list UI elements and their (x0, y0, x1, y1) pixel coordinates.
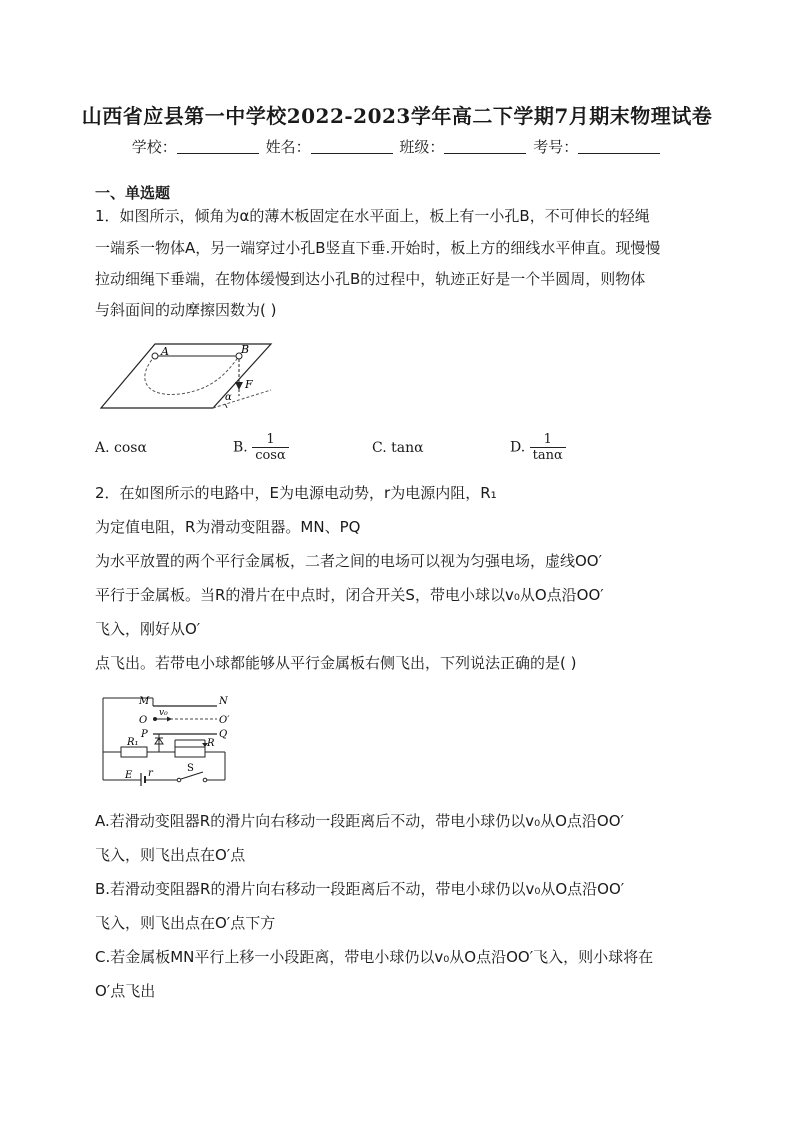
q2-label-s: S (187, 763, 194, 774)
q2-label-n: N (219, 696, 228, 707)
exam-title: 山西省应县第一中学校2022-2023学年高二下学期7月期末物理试卷 (81, 104, 713, 128)
q2-line-4: 平行于金属板。当R的滑片在中点时，闭合开关S，带电小球以v₀从O点沿OO′ (95, 586, 604, 604)
q1-label-b: B (241, 343, 250, 356)
q2-label-r1: R₁ (127, 737, 139, 748)
q2-label-q: Q (219, 729, 228, 740)
q2-line-6: 点飞出。若带电小球都能够从平行金属板右侧飞出，下列说法正确的是( ) (95, 654, 577, 672)
school-blank[interactable] (177, 139, 259, 154)
q2-label-o-prime: O′ (219, 715, 230, 726)
q2-line-3: 为水平放置的两个平行金属板，二者之间的电场可以视为匀强电场，虚线OO′ (95, 552, 603, 570)
number-blank[interactable] (578, 139, 660, 154)
q1-label-alpha: α (225, 392, 232, 403)
q1-option-b[interactable] (233, 432, 289, 463)
q2-label-r: R (207, 738, 215, 749)
q2-label-v0: v₀ (159, 708, 168, 718)
q1-option-b-numerator: 1 (252, 432, 289, 448)
name-blank[interactable] (311, 139, 393, 154)
q1-option-d-numerator: 1 (530, 432, 566, 448)
q2-label-e: E (125, 770, 133, 781)
q2-option-c-line-2[interactable]: O′点飞出 (95, 982, 156, 1000)
q1-option-b-fraction (252, 432, 289, 463)
q1-label-a: A (161, 345, 169, 358)
q1-option-a[interactable]: A. cosα (95, 440, 147, 456)
number-label: 考号： (533, 138, 579, 156)
q1-option-d-denominator: tanα (532, 448, 563, 463)
q2-label-o: O (139, 715, 148, 726)
q1-option-c[interactable]: C. tanα (372, 440, 424, 456)
name-label: 姓名： (265, 138, 311, 156)
q1-option-b-denominator: cosα (255, 448, 286, 463)
section-heading: 一、单选题 (95, 184, 171, 202)
q1-option-d-prefix: D. (510, 439, 526, 456)
q2-line-2: 为定值电阻，R为滑动变阻器。MN、PQ (95, 518, 361, 536)
q2-line-1: 2．在如图所示的电路中，E为电源电动势，r为电源内阻，R₁ (95, 484, 497, 502)
q2-line-5: 飞入，刚好从O′ (95, 620, 201, 638)
class-label: 班级： (399, 138, 445, 156)
q2-option-a-line-2[interactable]: 飞入，则飞出点在O′点 (95, 846, 246, 864)
student-info-row (0, 136, 794, 157)
q1-line-3: 拉动细绳下垂端，在物体缓慢到达小孔B的过程中，轨迹正好是一个半圆周，则物体 (95, 270, 646, 288)
class-blank[interactable] (444, 139, 526, 154)
q2-option-b-line-2[interactable]: 飞入，则飞出点在O′点下方 (95, 914, 276, 932)
q2-label-m: M (139, 696, 150, 707)
q1-line-4: 与斜面间的动摩擦因数为( ) (95, 301, 277, 319)
q2-option-a-line-1[interactable]: A.若滑动变阻器R的滑片向右移动一段距离后不动，带电小球仍以v₀从O点沿OO′ (95, 812, 624, 830)
q1-label-f: F (245, 378, 253, 391)
q1-option-d[interactable] (510, 432, 566, 463)
q1-incline-figure (95, 338, 275, 414)
school-label: 学校： (131, 138, 177, 156)
q1-line-1: 1．如图所示，倾角为α的薄木板固定在水平面上，板上有一小孔B，不可伸长的轻绳 (95, 207, 650, 225)
q2-label-p: P (141, 729, 148, 740)
q2-option-c-line-1[interactable]: C.若金属板MN平行上移一小段距离，带电小球仍以v₀从O点沿OO′飞入，则小球将在 (95, 948, 654, 966)
q2-label-internal-r: r (148, 768, 153, 779)
q2-circuit-figure (95, 694, 235, 786)
q1-option-d-fraction (530, 432, 566, 463)
q2-option-b-line-1[interactable]: B.若滑动变阻器R的滑片向右移动一段距离后不动，带电小球仍以v₀从O点沿OO′ (95, 880, 625, 898)
q1-option-b-prefix: B. (233, 439, 248, 456)
q1-line-2: 一端系一物体A，另一端穿过小孔B竖直下垂.开始时，板上方的细线水平伸直。现慢慢 (95, 239, 661, 257)
